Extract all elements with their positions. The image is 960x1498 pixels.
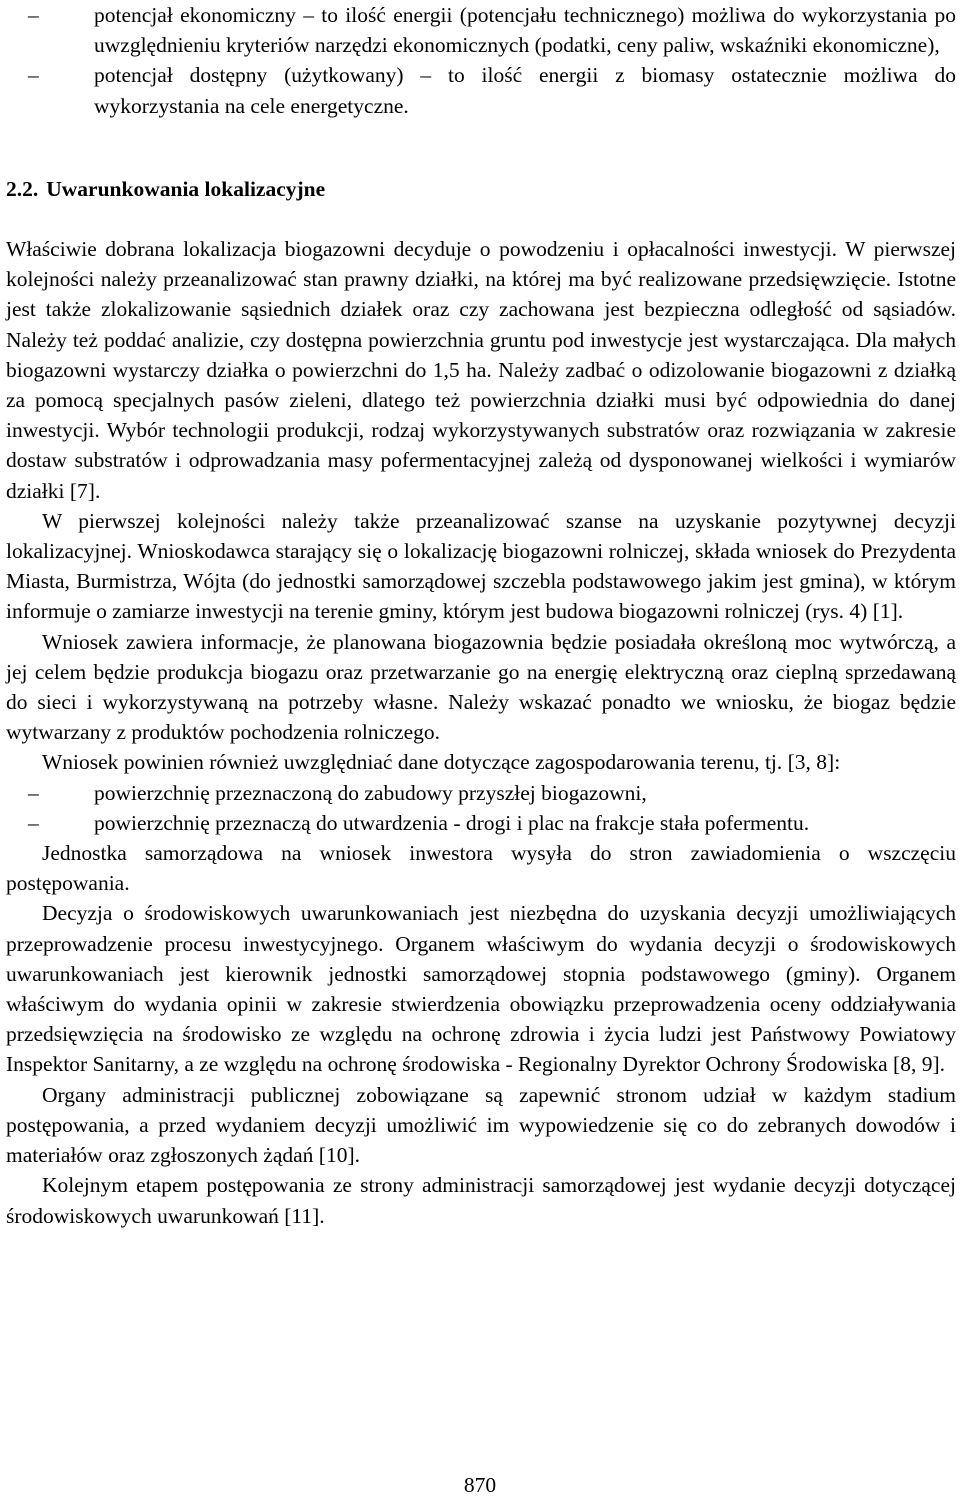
page-number: 870 xyxy=(463,1473,497,1497)
dash-marker: – xyxy=(28,810,39,835)
paragraph: Kolejnym etapem postępowania ze strony administracji samorządowej jest wydanie decyzji dotyczącej środowiskowych uwarunkowań [11]. xyxy=(6,1173,956,1228)
paragraph: Decyzja o środowiskowych uwarunkowaniach jest niezbędna do uzyskania decyzji umożliwiających przeprowadzenie procesu inwestycyjnego. Organem właściwym do wydania decyzji o środowiskowych uwarunkowaniach jest kierownik jednostki samorządowej stopnia podstawowego (gminy). Organem właściwym do wydania opinii w zakresie stwierdzenia obowiązku przeprowadzenia oceny oddziaływania przedsięwzięcia na środowisko ze względu na ochronę zdrowia i życia ludzi jest Państwowy Powiatowy Inspektor Sanitarny, a ze względu na ochronę środowiska - Regionalny Dyrektor Ochrony Środowiska [8, 9]. xyxy=(6,901,956,1077)
section-heading xyxy=(6,174,325,204)
bullet-item xyxy=(6,778,956,808)
paragraph: Wniosek zawiera informacje, że planowana biogazownia będzie posiadała określoną moc wytwórczą, a jej celem będzie produkcja biogazu oraz przetwarzanie go na energię elektryczną oraz cieplną sprzedawaną do sieci i wykorzystywaną na potrzeby własne. Należy wskazać ponadto we wniosku, że biogaz będzie wytwarzany z produktów pochodzenia rolniczego. xyxy=(6,629,956,745)
paragraph: Organy administracji publicznej zobowiązane są zapewnić stronom udział w każdym stadium postępowania, a przed wydaniem decyzji umożliwić im wypowiedzenie się co do zebranych dowodów i materiałów oraz zgłoszonych żądań [10]. xyxy=(6,1082,956,1168)
section-number: 2.2. xyxy=(6,177,39,201)
dash-marker: – xyxy=(28,780,39,805)
dash-marker: – xyxy=(28,63,39,88)
paragraph: W pierwszej kolejności należy także przeanalizować szanse na uzyskanie pozytywnej decyzji lokalizacyjnej. Wnioskodawca starający się o lokalizację biogazowni rolniczej, składa wniosek do Prezydenta Miasta, Burmistrza, Wójta (do jednostki samorządowej szczebla podstawowego jakim jest gmina), w którym informuje o zamiarze inwestycji na terenie gminy, którym jest budowa biogazowni rolniczej (rys. 4) [1]. xyxy=(6,508,956,624)
section-title: Uwarunkowania lokalizacyjne xyxy=(46,177,326,201)
dash-marker: – xyxy=(28,3,39,27)
paragraph: Właściwie dobrana lokalizacja biogazowni decyduje o powodzeniu i opłacalności inwestycji. W pierwszej kolejności należy przeanalizować stan prawny działki, na której ma być realizowane przedsięwzięcie. Istotne jest także zlokalizowanie sąsiednich działek oraz czy zachowana jest bezpieczna odległość od sąsiadów. Należy też poddać analizie, czy dostępna powierzchnia gruntu pod inwestycje jest wystarczająca. Dla małych biogazowni wystarczy działka o powierzchni do 1,5 ha. Należy zadbać o odizolowanie biogazowni z działką za pomocą specjalnych pasów zieleni, dlatego też powierzchnia działki musi być odpowiednia do danej inwestycji. Wybór technologii produkcji, rodzaj wykorzystywanych substratów oraz rozwiązania w zakresie dostaw substratów i odprowadzania masy pofermentacyjnej zależą od dysponowanej wielkości i wymiarów działki [7]. xyxy=(6,237,956,503)
bullet-item xyxy=(6,808,956,838)
bullet-item xyxy=(6,60,956,120)
paragraph: Wniosek powinien również uwzględniać dane dotyczące zagospodarowania terenu, tj. [3, 8]: xyxy=(42,750,841,775)
bullet-item xyxy=(6,0,956,60)
inner-bullet-list xyxy=(6,778,956,838)
paragraph: Jednostka samorządowa na wniosek inwestora wysyła do stron zawiadomienia o wszczęciu postępowania. xyxy=(6,841,956,896)
bullet-text: powierzchnię przeznaczą do utwardzenia - drogi i plac na frakcje stała pofermentu. xyxy=(94,810,810,835)
bullet-text: powierzchnię przeznaczoną do zabudowy przyszłej biogazowni, xyxy=(94,780,647,805)
body-text xyxy=(6,234,956,1231)
top-bullet-list xyxy=(6,0,956,121)
bullet-text: potencjał ekonomiczny – to ilość energii (potencjału technicznego) możliwa do wykorzystania po uwzględnieniu kryteriów narzędzi ekonomicznych (podatki, ceny paliw, wskaźniki ekonomiczne), xyxy=(94,3,956,58)
bullet-text: potencjał dostępny (użytkowany) – to ilość energii z biomasy ostatecznie możliwa do wykorzystania na cele energetyczne. xyxy=(94,63,956,118)
